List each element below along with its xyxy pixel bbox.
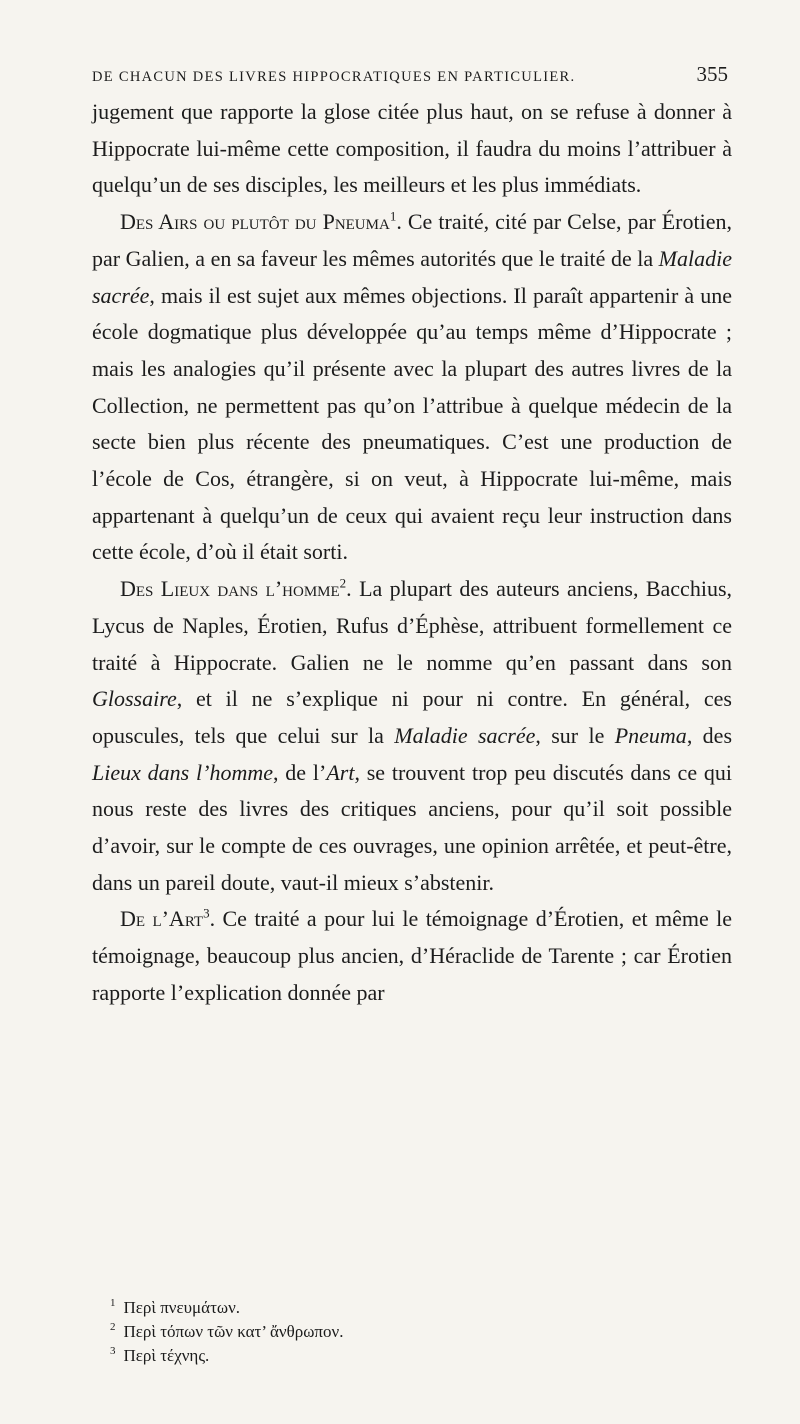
footnote-ref: 2 <box>339 575 347 591</box>
running-title: DE CHACUN DES LIVRES HIPPOCRATIQUES EN PARTICULIER. <box>92 69 576 85</box>
paragraph-continuation: jugement que rapporte la glose citée plus haut, on se refuse à donner à Hippocrate lui-même cette composition, il faudra du moins l’attribuer à quelqu’un de ses disciples, les meilleurs et les plus immédiats. <box>92 99 732 198</box>
section-heading: Des Lieux dans l’homme <box>120 576 340 602</box>
footnote: $^3$ Περὶ τέχνης. <box>110 1345 210 1365</box>
footnote: $^1$ Περὶ πνευμάτων. <box>110 1297 241 1317</box>
section-heading: Des Airs ou plutôt du Pneuma <box>120 209 390 235</box>
page-header <box>92 62 728 87</box>
footnote-ref: 3 <box>203 906 210 922</box>
footnote-ref: 1 <box>389 208 397 224</box>
section-lieux: Des Lieux dans l’homme$^2$. La plupart des auteurs anciens, Bacchius, Lycus de Naples, Érotien, Rufus d’Éphèse, attribuent formellement ce traité à Hippocrate. Galien ne le nomme qu’en passant dans son Glossaire, et il ne s’explique ni pour ni contre. En général, ces opuscules, tels que celui sur la Maladie sacrée, sur le Pneuma, des Lieux dans l’homme, de l’Art, se trouvent trop peu discutés dans ce qui nous reste des livres des critiques anciens, pour qu’il soit possible d’avoir, sur le compte de ces ouvrages, une opinion arrêtée, et peut-être, dans un pareil doute, vaut-il mieux s’abstenir. <box>92 575 732 895</box>
section-art: De l’Art$^3$. Ce traité a pour lui le témoignage d’Érotien, et même le témoignage, beaucoup plus ancien, d’Héraclide de Tarente ; car Érotien rapporte l’explication donnée par <box>92 906 732 1005</box>
main-text <box>92 94 732 1012</box>
footnotes <box>110 1296 710 1368</box>
section-pneuma: Des Airs ou plutôt du Pneuma$^1$. Ce traité, cité par Celse, par Érotien, par Galien, a en sa faveur les mêmes autorités que le traité de la Maladie sacrée, mais il est sujet aux mêmes objections. Il paraît appartenir à une école dogmatique plus développée qu’au temps même d’Hippocrate ; mais les analogies qu’il présente avec la plupart des autres livres de la Collection, ne permettent pas qu’on l’attribue à quelque médecin de la secte bien plus récente des pneumatiques. C’est une production de l’école de Cos, étrangère, si on veut, à Hippocrate lui-même, mais appartenant à quelqu’un de ceux qui avaient reçu leur instruction dans cette école, d’où il était sorti. <box>92 208 732 565</box>
footnote: $^2$ Περὶ τόπων τῶν κατ’ ἄνθρωπον. <box>110 1321 344 1341</box>
page-number: 355 <box>696 62 728 86</box>
section-heading: De l’Art <box>120 906 204 932</box>
